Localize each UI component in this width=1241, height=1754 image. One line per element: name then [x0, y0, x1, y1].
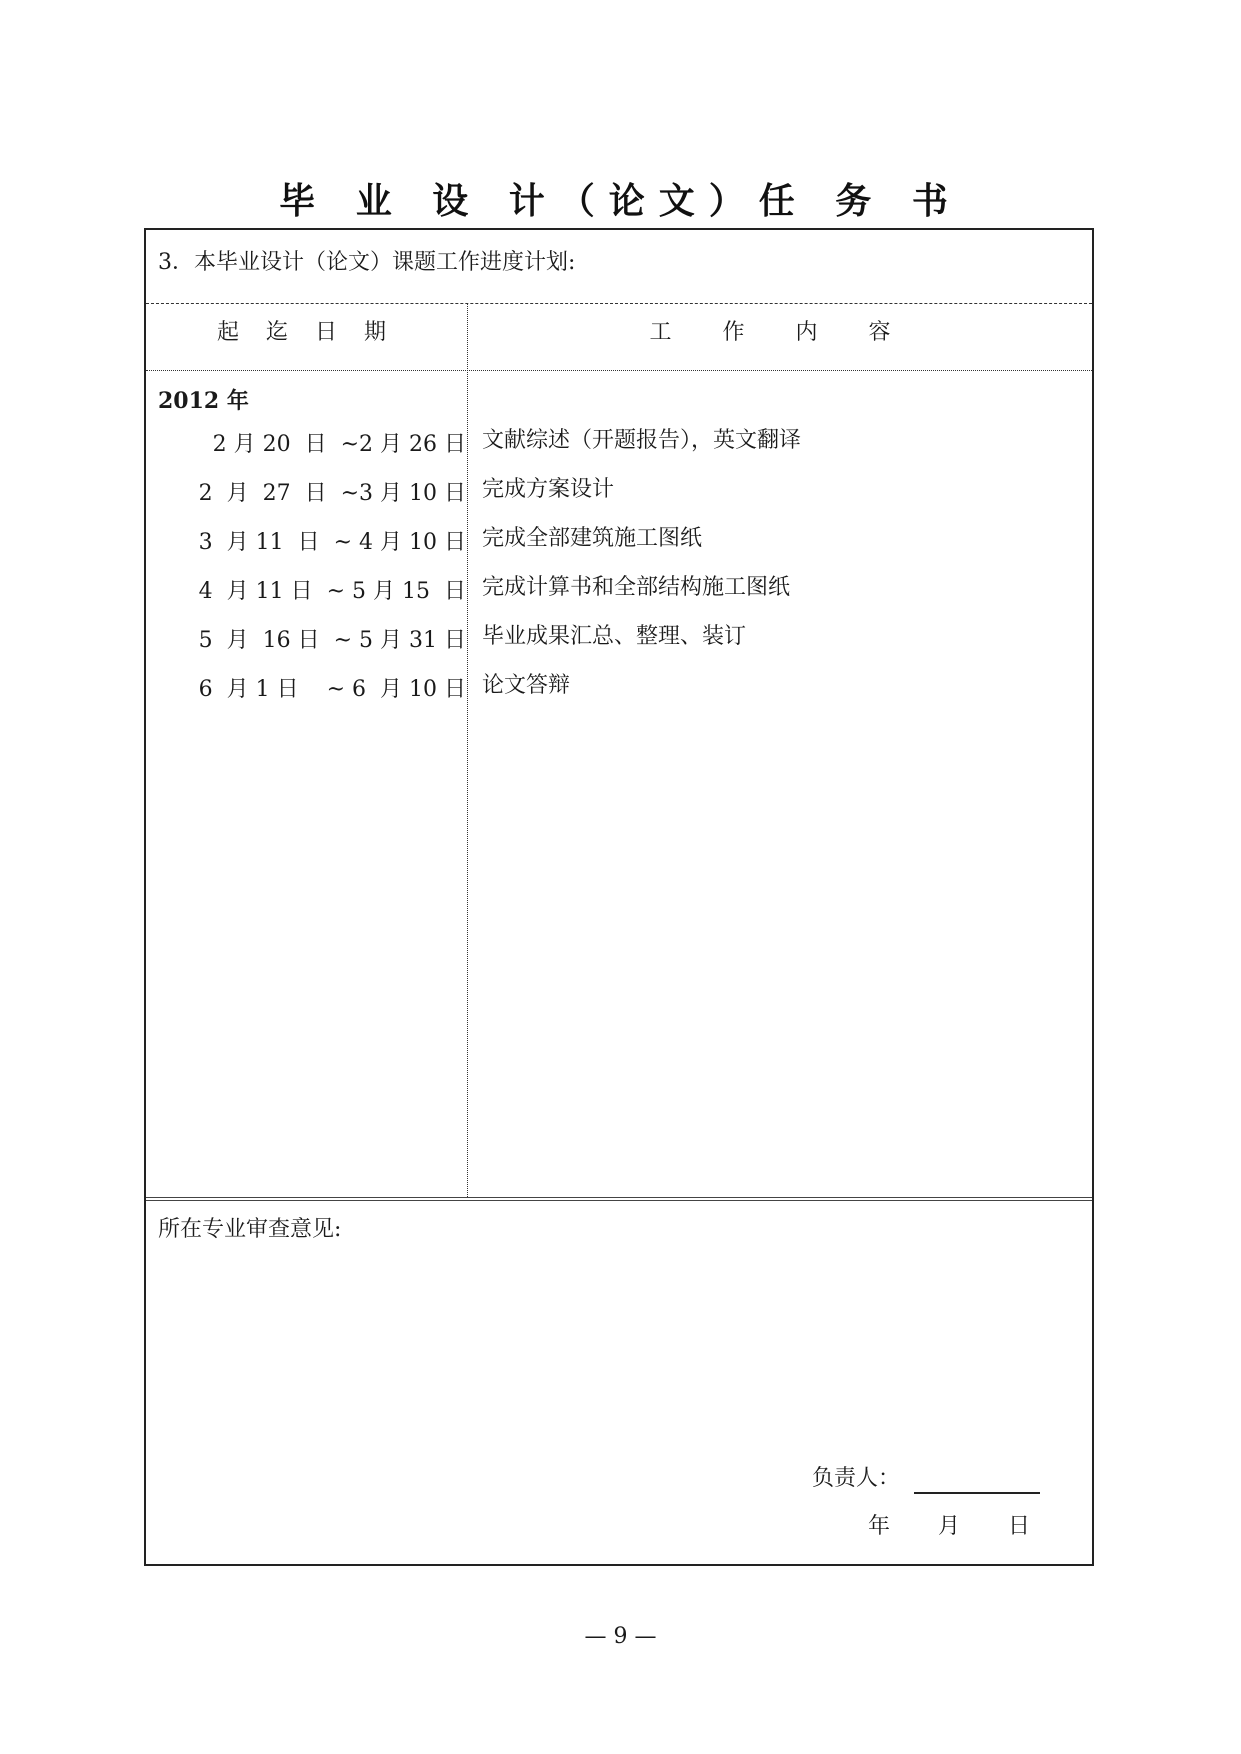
row-date: 5 月 16 日 ~ 5 月 31 日	[198, 628, 466, 653]
signer-label: 负责人：	[812, 1466, 901, 1491]
document-title: 毕 业 设 计（论文）任 务 书	[279, 181, 962, 222]
header-divider	[146, 370, 1092, 371]
schedule-row	[146, 477, 1094, 526]
schedule-row	[146, 624, 1094, 673]
row-date: 2 月 27 日 ~3 月 10 日	[198, 481, 466, 506]
schedule-heading: 3．本毕业设计（论文）课题工作进度计划:	[158, 250, 576, 275]
schedule-row	[146, 526, 1094, 575]
schedule-rows	[146, 428, 1094, 722]
row-date: 6 月 1 日 ~ 6 月 10 日	[198, 677, 466, 702]
row-work: 完成方案设计	[482, 477, 615, 502]
schedule-year: 2012 年	[158, 388, 249, 414]
schedule-row	[146, 428, 1094, 477]
dashed-divider	[146, 303, 1092, 304]
page-number: — 9 —	[584, 1624, 657, 1649]
schedule-row	[146, 575, 1094, 624]
row-date: 4 月 11 日 ~ 5 月 15 日	[198, 579, 466, 604]
column-header-date: 起 迄 日 期	[217, 320, 396, 345]
row-work: 完成计算书和全部结构施工图纸	[482, 575, 791, 600]
task-form	[144, 228, 1094, 1566]
signature-line	[914, 1492, 1040, 1494]
column-header-work: 工 作 内 容	[649, 320, 913, 345]
row-work: 文献综述（开题报告），英文翻译	[482, 428, 802, 453]
schedule-row	[146, 673, 1094, 722]
row-work: 论文答辩	[482, 673, 571, 698]
row-date: 3 月 11 日 ~ 4 月 10 日	[198, 530, 466, 555]
sign-date: 年 月 日	[868, 1514, 1034, 1539]
review-label: 所在专业审查意见:	[158, 1217, 342, 1242]
row-work: 完成全部建筑施工图纸	[482, 526, 703, 551]
row-date: 2 月 20 日 ~2 月 26 日	[212, 432, 466, 457]
row-work: 毕业成果汇总、整理、装订	[482, 624, 747, 649]
section-divider	[146, 1197, 1092, 1201]
